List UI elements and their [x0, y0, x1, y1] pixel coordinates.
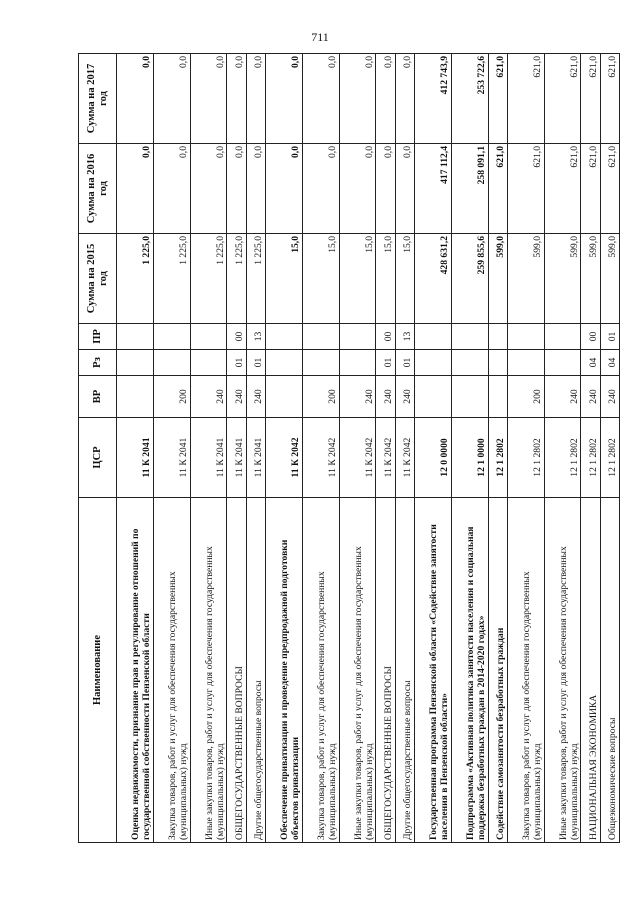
- row-sum-2017: 0,0: [339, 54, 376, 144]
- row-pr: [117, 324, 154, 350]
- row-sum-2017: 0,0: [153, 54, 190, 144]
- row-vr: 240: [395, 376, 414, 418]
- row-name: Закупка товаров, работ и услуг для обеспечения государственных (муниципальных) нужд: [302, 498, 339, 843]
- row-name: Содействие самозанятости безработных граждан: [488, 498, 507, 843]
- rotated-table-container: [78, 54, 620, 843]
- row-name: Иные закупки товаров, работ и услуг для обеспечения государственных (муниципальных) нужд: [339, 498, 376, 843]
- row-sum-2017: 621,0: [507, 54, 544, 144]
- row-pr: 00: [227, 324, 246, 350]
- row-sum-2016: 621,0: [488, 144, 507, 234]
- row-pr: [488, 324, 507, 350]
- row-sum-2016: 0,0: [395, 144, 414, 234]
- row-sum-2017: 621,0: [488, 54, 507, 144]
- row-vr: [451, 376, 488, 418]
- table-row: [507, 54, 544, 843]
- row-pr: 13: [395, 324, 414, 350]
- row-pr: 13: [246, 324, 265, 350]
- table-row: [414, 54, 451, 843]
- row-sum-2017: 0,0: [117, 54, 154, 144]
- row-sum-2015: 15,0: [395, 234, 414, 324]
- row-name: ОБЩЕГОСУДАРСТВЕННЫЕ ВОПРОСЫ: [376, 498, 395, 843]
- row-vr: 240: [246, 376, 265, 418]
- row-csr: 11 К 2042: [265, 418, 302, 498]
- row-pr: 01: [600, 324, 619, 350]
- row-name: Другие общегосударственные вопросы: [395, 498, 414, 843]
- row-sum-2015: 15,0: [339, 234, 376, 324]
- row-sum-2017: 0,0: [246, 54, 265, 144]
- table-row: [265, 54, 302, 843]
- row-sum-2016: 621,0: [581, 144, 600, 234]
- row-rz: 01: [376, 350, 395, 376]
- row-vr: 200: [302, 376, 339, 418]
- row-sum-2016: 0,0: [190, 144, 227, 234]
- row-vr: 240: [581, 376, 600, 418]
- row-rz: 04: [600, 350, 619, 376]
- row-rz: [302, 350, 339, 376]
- row-pr: [339, 324, 376, 350]
- row-name: Обеспечение приватизации и проведение предпродажной подготовки объектов приватизации: [265, 498, 302, 843]
- table-row: [395, 54, 414, 843]
- row-csr: 11 К 2041: [246, 418, 265, 498]
- row-vr: 240: [600, 376, 619, 418]
- row-csr: 11 К 2042: [395, 418, 414, 498]
- row-csr: 12 1 2802: [600, 418, 619, 498]
- row-vr: 240: [376, 376, 395, 418]
- table-row: [153, 54, 190, 843]
- row-rz: [339, 350, 376, 376]
- row-sum-2017: 621,0: [544, 54, 581, 144]
- row-vr: 200: [153, 376, 190, 418]
- row-pr: 00: [376, 324, 395, 350]
- table-row: [581, 54, 600, 843]
- row-csr: 11 К 2042: [339, 418, 376, 498]
- row-sum-2016: 621,0: [544, 144, 581, 234]
- row-rz: 04: [581, 350, 600, 376]
- table-header-row: [79, 54, 117, 843]
- header-pr: ПР: [79, 324, 117, 350]
- row-rz: [414, 350, 451, 376]
- table-row: [190, 54, 227, 843]
- row-name: Другие общегосударственные вопросы: [246, 498, 265, 843]
- row-csr: 12 0 0000: [414, 418, 451, 498]
- row-rz: [265, 350, 302, 376]
- row-vr: [414, 376, 451, 418]
- row-pr: [190, 324, 227, 350]
- table-row: [339, 54, 376, 843]
- row-sum-2017: 253 722,6: [451, 54, 488, 144]
- table-row: [544, 54, 581, 843]
- row-vr: [117, 376, 154, 418]
- row-sum-2017: 0,0: [265, 54, 302, 144]
- row-name: ОБЩЕГОСУДАРСТВЕННЫЕ ВОПРОСЫ: [227, 498, 246, 843]
- row-pr: [302, 324, 339, 350]
- row-sum-2016: 0,0: [339, 144, 376, 234]
- row-csr: 11 К 2041: [190, 418, 227, 498]
- row-sum-2016: 0,0: [117, 144, 154, 234]
- row-rz: [488, 350, 507, 376]
- row-csr: 12 1 2802: [488, 418, 507, 498]
- row-sum-2015: 1 225,0: [117, 234, 154, 324]
- table-row: [227, 54, 246, 843]
- table-row: [302, 54, 339, 843]
- row-pr: [507, 324, 544, 350]
- row-rz: [544, 350, 581, 376]
- table-row: [488, 54, 507, 843]
- row-csr: 12 1 2802: [581, 418, 600, 498]
- row-sum-2017: 0,0: [227, 54, 246, 144]
- row-csr: 11 К 2042: [376, 418, 395, 498]
- row-sum-2015: 259 855,6: [451, 234, 488, 324]
- row-vr: [265, 376, 302, 418]
- row-rz: 01: [227, 350, 246, 376]
- row-sum-2017: 621,0: [600, 54, 619, 144]
- row-pr: 00: [581, 324, 600, 350]
- row-csr: 11 К 2041: [117, 418, 154, 498]
- row-sum-2016: 0,0: [376, 144, 395, 234]
- table-row: [600, 54, 619, 843]
- row-pr: [153, 324, 190, 350]
- row-name: Закупка товаров, работ и услуг для обеспечения государственных (муниципальных) нужд: [507, 498, 544, 843]
- row-sum-2017: 0,0: [302, 54, 339, 144]
- row-vr: 200: [507, 376, 544, 418]
- table-row: [117, 54, 154, 843]
- row-sum-2016: 0,0: [227, 144, 246, 234]
- row-vr: 240: [227, 376, 246, 418]
- row-sum-2015: 599,0: [600, 234, 619, 324]
- row-vr: 240: [190, 376, 227, 418]
- row-pr: [265, 324, 302, 350]
- budget-table: [78, 53, 620, 843]
- row-name: Иные закупки товаров, работ и услуг для обеспечения государственных (муниципальных) нужд: [190, 498, 227, 843]
- page-number: 711: [311, 30, 329, 44]
- row-sum-2016: 621,0: [507, 144, 544, 234]
- table-row: [451, 54, 488, 843]
- row-sum-2015: 599,0: [544, 234, 581, 324]
- row-name: Государственная программа Пензенской области «Содействие занятости населения в Пензенской области»: [414, 498, 451, 843]
- row-sum-2015: 1 225,0: [190, 234, 227, 324]
- row-sum-2015: 428 631,2: [414, 234, 451, 324]
- row-csr: 11 К 2041: [153, 418, 190, 498]
- header-sum-2015: Сумма на 2015 год: [79, 234, 117, 324]
- row-pr: [451, 324, 488, 350]
- header-sum-2017: Сумма на 2017 год: [79, 54, 117, 144]
- row-sum-2016: 0,0: [265, 144, 302, 234]
- row-vr: 240: [544, 376, 581, 418]
- row-sum-2016: 621,0: [600, 144, 619, 234]
- row-pr: [414, 324, 451, 350]
- header-vr: ВР: [79, 376, 117, 418]
- row-sum-2017: 0,0: [395, 54, 414, 144]
- row-name: Оценка недвижимости, признание прав и регулирование отношений по государственной собственности Пензенской области: [117, 498, 154, 843]
- row-rz: 01: [395, 350, 414, 376]
- row-sum-2015: 1 225,0: [227, 234, 246, 324]
- row-sum-2016: 417 112,4: [414, 144, 451, 234]
- table-row: [376, 54, 395, 843]
- row-vr: [488, 376, 507, 418]
- row-csr: 12 1 2802: [544, 418, 581, 498]
- row-name: Иные закупки товаров, работ и услуг для обеспечения государственных (муниципальных) нужд: [544, 498, 581, 843]
- row-sum-2016: 0,0: [302, 144, 339, 234]
- row-csr: 12 1 2802: [507, 418, 544, 498]
- header-sum-2016: Сумма на 2016 год: [79, 144, 117, 234]
- row-name: Общеэкономические вопросы: [600, 498, 619, 843]
- row-sum-2017: 621,0: [581, 54, 600, 144]
- row-csr: 12 1 0000: [451, 418, 488, 498]
- row-sum-2017: 0,0: [376, 54, 395, 144]
- row-sum-2016: 0,0: [246, 144, 265, 234]
- row-rz: [507, 350, 544, 376]
- row-csr: 11 К 2041: [227, 418, 246, 498]
- header-rz: Рз: [79, 350, 117, 376]
- header-csr: ЦСР: [79, 418, 117, 498]
- row-rz: [153, 350, 190, 376]
- row-sum-2016: 0,0: [153, 144, 190, 234]
- row-csr: 11 К 2042: [302, 418, 339, 498]
- row-sum-2015: 1 225,0: [246, 234, 265, 324]
- row-name: НАЦИОНАЛЬНАЯ ЭКОНОМИКА: [581, 498, 600, 843]
- row-rz: [451, 350, 488, 376]
- row-sum-2017: 412 743,9: [414, 54, 451, 144]
- row-rz: [117, 350, 154, 376]
- row-sum-2015: 1 225,0: [153, 234, 190, 324]
- row-sum-2017: 0,0: [190, 54, 227, 144]
- row-sum-2015: 599,0: [507, 234, 544, 324]
- row-vr: 240: [339, 376, 376, 418]
- table-row: [246, 54, 265, 843]
- row-name: Закупка товаров, работ и услуг для обеспечения государственных (муниципальных) нужд: [153, 498, 190, 843]
- row-sum-2015: 599,0: [488, 234, 507, 324]
- row-sum-2015: 599,0: [581, 234, 600, 324]
- row-rz: 01: [246, 350, 265, 376]
- row-name: Подпрограмма «Активная политика занятости населения и социальная поддержка безработных граждан в 2014-2020 годах»: [451, 498, 488, 843]
- row-pr: [544, 324, 581, 350]
- row-sum-2015: 15,0: [376, 234, 395, 324]
- row-sum-2016: 258 091,1: [451, 144, 488, 234]
- header-name: Наименование: [79, 498, 117, 843]
- row-rz: [190, 350, 227, 376]
- row-sum-2015: 15,0: [302, 234, 339, 324]
- row-sum-2015: 15,0: [265, 234, 302, 324]
